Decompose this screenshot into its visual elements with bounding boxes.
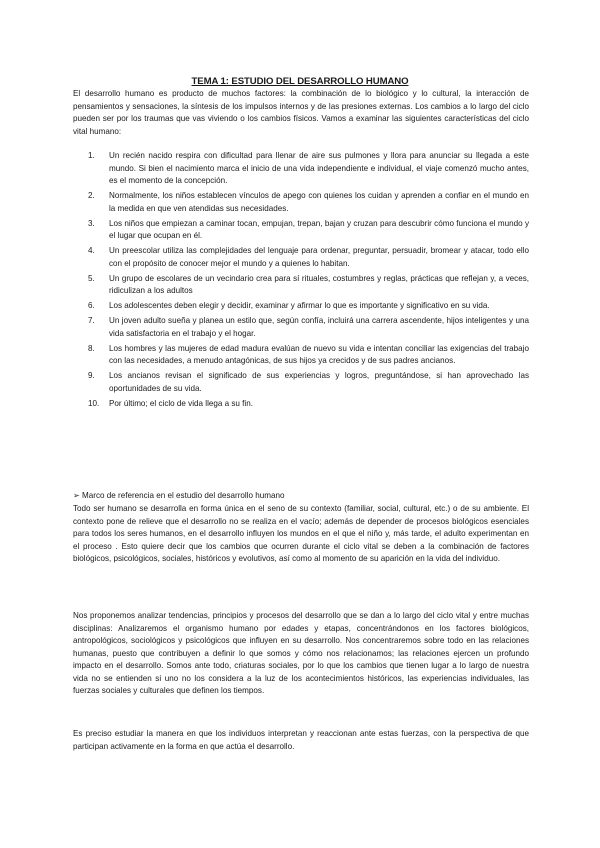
list-number: 6. [88,301,95,310]
list-item [73,343,529,368]
list-item [73,273,529,298]
list-item [73,370,529,395]
list-text: Los adolescentes deben elegir y decidir, examinar y afirmar lo que es importante y significativo en su vida. [109,301,490,310]
list-number: 1. [88,151,95,160]
section-heading: ➢ Marco de referencia en el estudio del desarrollo humano [73,491,285,500]
list-text: Un joven adulto sueña y planea un estilo que, según confía, incluirá una carrera ascendente, hijos inteligentes y una vida satisfactoria en el trabajo y el hogar. [109,316,529,338]
list-text: Los hombres y las mujeres de edad madura evalúan de nuevo su vida e intentan conciliar las exigencias del trabajo con las necesidades, a menudo antagónicas, de sus hijos ya crecidos y de sus padres ancianos. [109,343,529,365]
list-number: 3. [88,218,95,228]
list-number: 5. [88,273,95,283]
list-number: 8. [88,343,95,353]
list-item [73,218,529,243]
list-text: Normalmente, los niños establecen vínculos de apego con quienes los cuidan y aprenden a confiar en el mundo en la medida en que ven atendidas sus necesidades. [109,191,529,213]
list-text: Un preescolar utiliza las complejidades del lenguaje para ordenar, preguntar, persuadir, bromear y atacar, todo ello con el propósito de conocer mejor el mundo y a quienes lo habitan. [109,246,529,268]
list-text: Los ancianos revisan el significado de sus experiencias y logros, preguntándose, si han aprovechado las oportunidades de su vida. [109,371,529,393]
list-number: 2. [88,191,95,200]
list-number: 9. [88,371,95,380]
list-item [73,150,529,188]
analysis-paragraph: Nos proponemos analizar tendencias, principios y procesos del desarrollo que se dan a lo largo del ciclo vital y entre muchas disciplinas: Analizaremos el organismo humano por edades y etapas, concentrándonos en los factores biológicos, antropológicos, sociológicos y psicológicos que influyen en su desarrollo. Nos concentraremos sobre todo en las relaciones humanas, puesto que contribuyen a definir lo que somos y cómo nos relacionamos; las relaciones ejercen un profundo impacto en el desarrollo. Somos ante todo, criaturas sociales, por lo que los cambios que tienen lugar a lo largo de nuestra vida no se entienden si uno no los considera a la luz de los acontecimientos históricos, las experiencias individuales, las fuerzas sociales y culturales que definen los tiempos. [73,611,529,695]
list-item [73,300,529,313]
list-number: 4. [88,246,95,255]
document-title: TEMA 1: ESTUDIO DEL DESARROLLO HUMANO [191,76,409,87]
list-item [73,190,529,215]
list-text: Los niños que empiezan a caminar tocan, empujan, trepan, bajan y cruzan para descubrir cómo funciona el mundo y el lugar que ocupan en él. [109,218,529,240]
list-item [73,315,529,340]
list-item [73,398,529,411]
list-text: Un grupo de escolares de un vecindario crea para sí rituales, costumbres y reglas, prácticas que reflejan y, a veces, ridiculizan a los adultos [109,273,529,295]
context-paragraph: Todo ser humano se desarrolla en forma única en el seno de su contexto (familiar, social, cultural, etc.) o de su ambiente. El contexto pone de relieve que el desarrollo no se realiza en el vacío; además de depender de procesos biológicos esenciales para todos los seres humanos, en el desarrollo influyen los mundos en el que el niño y, más tarde, el adulto experimentan en el proceso . Esto quiere decir que los cambios que ocurren durante el ciclo vital se deben a la combinación de factores biológicos, psicológicos, sociales, históricos y evolutivos, así como al momento de su aparición en la vida del individuo. [73,504,529,563]
intro-paragraph: El desarrollo humano es producto de muchos factores: la combinación de lo biológico y lo cultural, la interacción de pensamientos y sensaciones, la síntesis de los impulsos internos y de las presiones externas. Los cambios a lo largo del ciclo pueden ser por los traumas que vas viviendo o los cambios físicos. Vamos a examinar las siguientes características del ciclo vital humano: [73,89,529,136]
list-item [73,245,529,270]
life-cycle-list [73,150,529,413]
list-text: Por último; el ciclo de vida llega a su fin. [109,398,253,408]
closing-paragraph: Es preciso estudiar la manera en que los individuos interpretan y reaccionan ante estas fuerzas, con la perspectiva de que participan activamente en la forma en que actúa el desarrollo. [73,729,529,751]
list-number: 10. [88,398,100,408]
list-text: Un recién nacido respira con dificultad para llenar de aire sus pulmones y llora para anunciar su llegada a este mundo. Si bien el nacimiento marca el inicio de una vida independiente e individual, el viaje comenzó mucho antes, es el momento de la concepción. [109,151,529,185]
list-number: 7. [88,316,95,325]
